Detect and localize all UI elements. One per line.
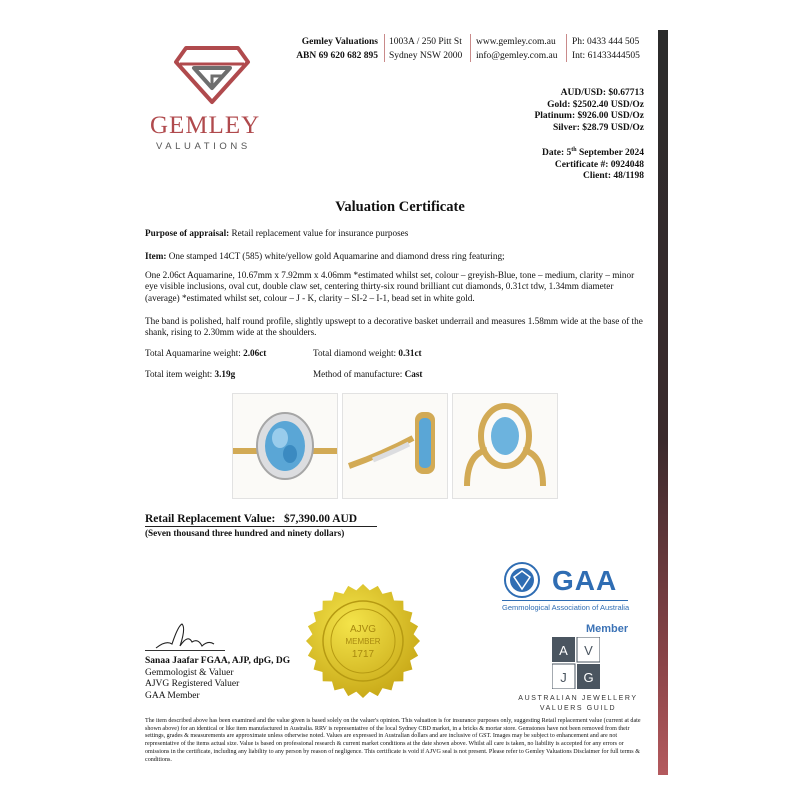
seal-text-line2: MEMBER — [345, 637, 381, 646]
web-col — [476, 35, 557, 63]
item-line: Item: One stamped 14CT (585) white/yellow gold Aquamarine and diamond dress ring featuring; — [145, 251, 505, 261]
company-col — [296, 35, 378, 63]
ajvg-letter-a: A — [559, 643, 568, 658]
ring-photo-side — [342, 393, 448, 499]
value-in-words: (Seven thousand three hundred and ninety dollars) — [145, 528, 345, 538]
signatory-role2: AJVG Registered Valuer — [145, 679, 240, 689]
header-divider — [470, 34, 471, 62]
certificate-meta — [542, 145, 644, 183]
replacement-value: Retail Replacement Value: $7,390.00 AUD — [145, 513, 358, 525]
address-line1: 1003A / 250 Pitt St — [389, 37, 462, 47]
ajvg-letter-v: V — [584, 643, 593, 658]
header-divider — [566, 34, 567, 62]
brand-subtitle: VALUATIONS — [156, 141, 251, 152]
aquamarine-weight: Total Aquamarine weight: 2.06ct — [145, 348, 267, 358]
ajvg-logo — [552, 637, 600, 689]
seal-text-line1: AJVG — [349, 624, 377, 635]
signatory-role3: GAA Member — [145, 690, 200, 701]
brand-name: GEMLEY — [150, 112, 261, 139]
signature-icon — [152, 620, 222, 654]
gold-rate: Gold: $2502.40 USD/Oz — [547, 99, 644, 110]
value-underline — [145, 526, 377, 527]
phone-col — [572, 35, 640, 63]
gaa-member-label: Member — [586, 623, 629, 635]
aud-usd-rate: AUD/USD: $0.67713 — [560, 88, 644, 98]
stone-description: One 2.06ct Aquamarine, 10.67mm x 7.92mm x 4.06mm *estimated whilst set, colour – greyish-Blue, tone – medium, clarity – minor eye visible inclusions, oval cut, double claw set, centering thirty-six round brilliant cut diamonds, 0.31ct tdw, 1.34mm diameter (average) *estimated whilst set, colour – J - K, clarity – SI-2 – I-1, bead set in white gold. — [145, 270, 635, 303]
address-line2: Sydney NSW 2000 — [389, 51, 463, 61]
seal-text-line3: 1717 — [351, 649, 375, 660]
phone-number: Ph: 0433 444 505 — [572, 37, 640, 47]
ajvg-name: AUSTRALIAN JEWELLERY VALUERS GUILD — [518, 695, 638, 712]
edge-bar — [658, 30, 668, 775]
ajvg-letter-j: J — [560, 670, 567, 685]
ajvg-seal-icon — [304, 582, 422, 700]
signatory-role1: Gemmologist & Valuer — [145, 667, 234, 678]
ring-photo-front — [232, 393, 338, 499]
company-name: Gemley Valuations — [301, 37, 378, 47]
signature-line — [145, 650, 225, 651]
ajvg-letter-g: G — [583, 670, 594, 685]
certificate-date: Date: 5th September 2024 — [542, 147, 644, 159]
signatory-name: Sanaa Jaafar FGAA, AJP, dpG, DG — [145, 656, 291, 666]
gaa-logo-icon — [502, 561, 548, 599]
certificate-number: Certificate #: 0924048 — [554, 159, 644, 170]
signatory-block — [145, 656, 290, 702]
diamond-weight: Total diamond weight: 0.31ct — [313, 348, 422, 358]
ajvg-logo-icon — [552, 637, 600, 689]
gaa-fullname: Gemmological Association of Australia — [502, 603, 630, 612]
client-number: Client: 48/1198 — [583, 171, 644, 182]
address-col — [389, 35, 462, 63]
email-link[interactable]: info@gemley.com.au — [476, 51, 558, 61]
gaa-divider — [502, 600, 628, 601]
item-weight: Total item weight: 3.19g — [145, 369, 236, 379]
gemley-logo-icon — [172, 44, 252, 106]
purpose-line: Purpose of appraisal: Retail replacement value for insurance purposes — [145, 228, 409, 238]
website-link[interactable]: www.gemley.com.au — [476, 37, 556, 47]
band-description: The band is polished, half round profile, slightly upswept to a decorative basket underrail and measures 1.58mm wide at the base of the shank, rising to 2.30mm wide at the shoulders. — [145, 316, 643, 338]
manufacture-method: Method of manufacture: Cast — [313, 369, 423, 379]
metal-rates — [534, 88, 644, 134]
ring-photo-back — [452, 393, 558, 499]
intl-phone-number: Int: 61433444505 — [572, 51, 640, 61]
page-title: Valuation Certificate — [335, 199, 465, 215]
gaa-abbr: GAA — [552, 565, 618, 596]
platinum-rate: Platinum: $926.00 USD/Oz — [534, 111, 644, 122]
silver-rate: Silver: $28.79 USD/Oz — [552, 122, 644, 133]
disclaimer-text: The item described above has been examined and the value given is based solely on the valuer's opinion. This valuation is for insurance purposes only, suggesting Retail replacement value (current at date shown above) for an identical or like item manufactured in Australia. RRV is representative of the local Sydney CBD market, in a bricks & mortar store. Gemstones have not been removed from their settings, grades & measurements are approximate unless otherwise noted. Values are expressed in Australian dollars and are inclusive of GST. Images may be subject to enhancement and are not representative of the items actual size. Value is based on professional research & current market conditions at the date shown above. Whilst all care is taken, no liability is accepted for any errors or omissions in the certificate, including any liability to any person by reason of negligence. This certificate is void if AJVG seal is not present. Please refer to Gemley Valuations Disclaimer for full terms & conditions. — [145, 718, 641, 763]
header-divider — [384, 34, 385, 62]
company-abn: ABN 69 620 682 895 — [296, 51, 378, 61]
